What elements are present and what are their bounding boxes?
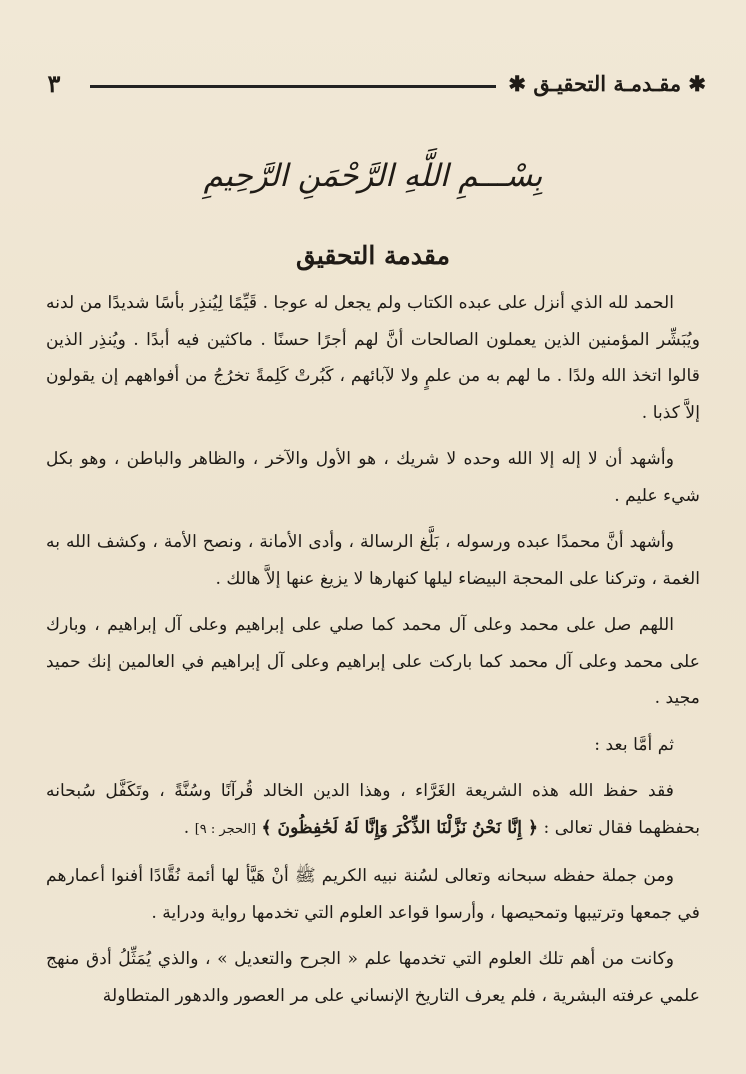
paragraph-7: وكانت من أهم تلك العلوم التي تخدمها علم « الجرح والتعديل » ، والذي يُمَثِّلُ أدق منهج علمي عرفته البشرية ، فلم يعرف التاريخ الإنساني على مر العصور والدهور المتطاولة [46, 949, 700, 1006]
header-rule [90, 85, 496, 88]
paragraph-quran [46, 773, 700, 848]
quran-intro-text: فقد حفظ الله هذه الشريعة الغَرَّاء ، وهذا الدين الخالد قُرآنًا وسُنَّةً ، وتَكَفَّل سُبحانه بحفظهما فقال تعالى : [46, 781, 700, 838]
paragraph-4: اللهم صل على محمد وعلى آل محمد كما صلي على إبراهيم وعلى آل إبراهيم ، وبارك على محمد وعلى آل محمد كما باركت على إبراهيم وعلى آل إبراهيم في العالمين إنك حميد مجيد . [46, 615, 700, 708]
basmala: بِسْـــمِ اللَّهِ الرَّحْمَنِ الرَّحِيمِ [203, 158, 543, 194]
verse-reference: [الحجر : ٩] [194, 821, 257, 837]
paragraph-2: وأشهد أن لا إله إلا الله وحده لا شريك ، هو الأول والآخر ، والظاهر والباطن ، وهو بكل شيء عليم . [46, 449, 700, 506]
quran-paragraph-end: . [183, 817, 190, 838]
running-header [40, 66, 706, 100]
paragraph-6: ومن جملة حفظه سبحانه وتعالى لسُنة نبيه الكريم ﷺ أنْ هَيَّأ لها أئمة نُقَّادًا أفنوا أعمارهم في جمعها وترتيبها وتمحيصها ، وأرسوا قواعد العلوم التي تخدمها رواية ودراية . [46, 866, 700, 923]
body-text [46, 285, 700, 1024]
section-heading: مقدمة التحقيق [296, 241, 450, 270]
running-title: ✱ مقـدمـة التحقيـق ✱ [508, 70, 706, 96]
paragraph-3: وأشهد أنَّ محمدًا عبده ورسوله ، بَلَّغ الرسالة ، وأدى الأمانة ، ونصح الأمة ، وكشف الله به الغمة ، وتركنا على المحجة البيضاء ليلها كنهارها لا يزيغ عنها إلاَّ هالك . [46, 532, 700, 589]
paragraph-5: ثم أمَّا بعد : [594, 734, 674, 755]
paragraph-1: الحمد لله الذي أنزل على عبده الكتاب ولم يجعل له عوجا . قَيِّمًا لِيُنذِر بأسًا شديدًا من لدنه ويُبَشِّر المؤمنين الذين يعملون الصالحات أنَّ لهم أجرًا حسنًا . ماكثين فيه أبدًا . ويُنذِر الذين قالوا اتخذ الله ولدًا . ما لهم به من علمٍ ولا لآبائهم ، كَبُرتْ كَلِمةً تخرُجُ من أفواههم إن يقولون إلاَّ كذبا . [46, 293, 700, 423]
quran-verse: ﴿ إِنَّا نَحْنُ نَزَّلْنَا الذِّكْرَ وَإِنَّا لَهُ لَحَٰفِظُونَ ﴾ [261, 817, 539, 838]
page-number: ٣ [47, 68, 61, 98]
